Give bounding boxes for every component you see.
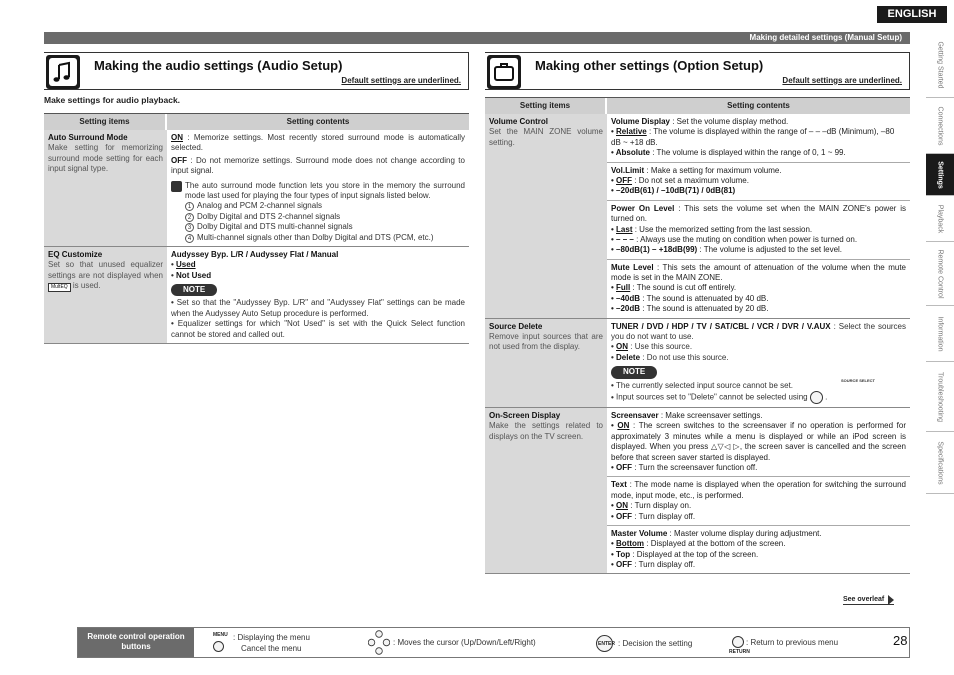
sidebar-tab-specifications[interactable]: Specifications — [926, 432, 954, 494]
list-item: 4 Multi-channel signals other than Dolby Digital and DTS (PCM, etc.) — [185, 233, 465, 243]
list-item: 3 Dolby Digital and DTS multi-channel signals — [185, 222, 465, 232]
table-header: Setting items Setting contents — [44, 114, 469, 130]
sidebar-tab-remote-control[interactable]: Remote Control — [926, 242, 954, 306]
page-number: 28 — [893, 633, 908, 648]
enter-caption: ENTER — [598, 641, 615, 647]
return-caption: RETURN — [729, 649, 750, 655]
chapter-sidebar — [926, 32, 954, 494]
note-badge: NOTE — [611, 366, 657, 378]
section-header-bar: Making detailed settings (Manual Setup) — [44, 32, 910, 44]
table-row-volume-control: Volume Control Set the MAIN ZONE volume setting. Volume Display : Set the volume display method. • Relative : The volume is displayed within the range of – – –dB (Minimum), –80 dB ~ +18 dB. • Absolute : The volume is displayed within the range of 0, 1 ~ 99. Vol.Limit : Make a setting for maximum volume. • OFF : Do not set a maximum volume. • –20dB(61) / –10dB(71) / 0dB(81) Power On Level : This sets the volume set when the MAIN ZONE's power is turned on. • Last : Use the memorized setting from the last session. • – – – : Always use the muting on condition when power is turned on. • –80dB(1) – +18dB(99) : The volume is adjusted to the set level. Mute Level : This sets the amount of attenuation of the volume when the mute mode is set in the MAIN ZONE. • Full : The sound is cut off entirely. • –40dB : The sound is attenuated by 40 dB. • –20dB : The sound is attenuated by 20 dB. — [485, 114, 910, 319]
option-settings-table — [485, 97, 910, 574]
footer-label: Remote control operation buttons — [78, 628, 194, 657]
multeq-button-icon: MultEQ — [48, 283, 71, 292]
table-row-eq-customize: EQ Customize Set so that unused equalizer settings are not displayed when MultEQ is used. Audyssey Byp. L/R / Audyssey Flat / Manual • Used • Not Used NOTE • Set so that the "Audyssey Byp. L/R" and "Audyssey Flat" settings can be made when the Audyssey Auto Setup procedure is performed. • Equalizer settings for which "Not Used" is set with the Quick Select function cannot be stored and called out. — [44, 247, 469, 344]
briefcase-icon — [487, 55, 521, 89]
table-row-auto-surround: Auto Surround Mode Make setting for memorizing surround mode setting for each input signal type. ON : Memorize settings. Most recently stored surround mode is automatically selected. OFF : Do not memorize settings. Surround mode does not change according to input signal. The auto surround mode function lets you store in the memory the surround mode last used for playing the four types of input signals listed below. 1 Analog and PCM 2-channel signals 2 Dolby Digital and DTS 2-channel signals 3 Dolby Digital and DTS multi-channel signals 4 Multi-channel signals other than Dolby Digital and DTS (PCM, etc.) — [44, 130, 469, 247]
list-item: 1 Analog and PCM 2-channel signals — [185, 201, 465, 211]
audio-setup-header — [44, 52, 469, 90]
audio-setup-title: Making the audio settings (Audio Setup) — [94, 58, 343, 73]
audio-settings-table — [44, 113, 469, 344]
cursor-buttons-icon — [368, 630, 390, 655]
option-setup-header — [485, 52, 910, 90]
menu-caption: MENU — [213, 632, 228, 638]
table-header: Setting items Setting contents — [485, 98, 910, 114]
option-setup-title: Making other settings (Option Setup) — [535, 58, 764, 73]
sidebar-tab-settings[interactable]: Settings — [926, 154, 954, 196]
table-row-source-delete: Source Delete Remove input sources that are not used from the display. TUNER / DVD / HDP / TV / SAT/CBL / VCR / DVR / V.AUX : Select the sources you do not want to use. • ON : Use this source. • Delete : Do not use this source. NOTE • The currently selected input source cannot be set. SOURCE SELECT • Input sources set to "Delete" cannot be selected using . — [485, 319, 910, 408]
source-select-button-icon — [810, 391, 823, 404]
sidebar-tab-playback[interactable]: Playback — [926, 196, 954, 242]
return-button-icon — [732, 636, 744, 648]
source-select-caption: SOURCE SELECT — [841, 377, 876, 383]
pencil-icon — [171, 181, 182, 192]
music-note-icon — [46, 55, 80, 89]
list-item: 2 Dolby Digital and DTS 2-channel signals — [185, 212, 465, 222]
sidebar-tab-connections[interactable]: Connections — [926, 98, 954, 154]
audio-intro: Make settings for audio playback. — [44, 95, 181, 105]
see-overleaf-link[interactable]: See overleaf — [843, 595, 894, 605]
menu-button-icon — [213, 641, 224, 652]
sidebar-tab-information[interactable]: Information — [926, 306, 954, 362]
note-badge: NOTE — [171, 284, 217, 296]
sidebar-tab-troubleshooting[interactable]: Troubleshooting — [926, 362, 954, 432]
sidebar-tab-getting-started[interactable]: Getting Started — [926, 32, 954, 98]
table-row-on-screen-display: On-Screen Display Make the settings related to displays on the TV screen. Screensaver : Make screensaver settings. • ON : The screen switches to the screensaver if no operation is performed for approximately 3 minutes while a menu is displayed or while an iPod screen is displayed. When you press △▽◁ ▷, the screen saver is cancelled and the screen before that screen saver started is displayed. • OFF : Turn the screensaver function off. Text : The mode name is displayed when the operation for switching the surround mode, input mode, etc., is performed. • ON : Turn display on. • OFF : Turn display off. Master Volume : Master volume display during adjustment. • Bottom : Displayed at the bottom of the screen. • Top : Displayed at the top of the screen. • OFF : Turn display off. — [485, 408, 910, 574]
language-badge: ENGLISH — [877, 6, 947, 23]
default-settings-note: Default settings are underlined. — [782, 75, 902, 85]
remote-buttons-footer: Remote control operation buttons MENU : Displaying the menu Cancel the menu : Moves the cursor (Up/Down/Left/Right) ENTER : Decision the setting RETURN : Return to previous menu — [77, 627, 910, 658]
default-settings-note: Default settings are underlined. — [341, 75, 461, 85]
